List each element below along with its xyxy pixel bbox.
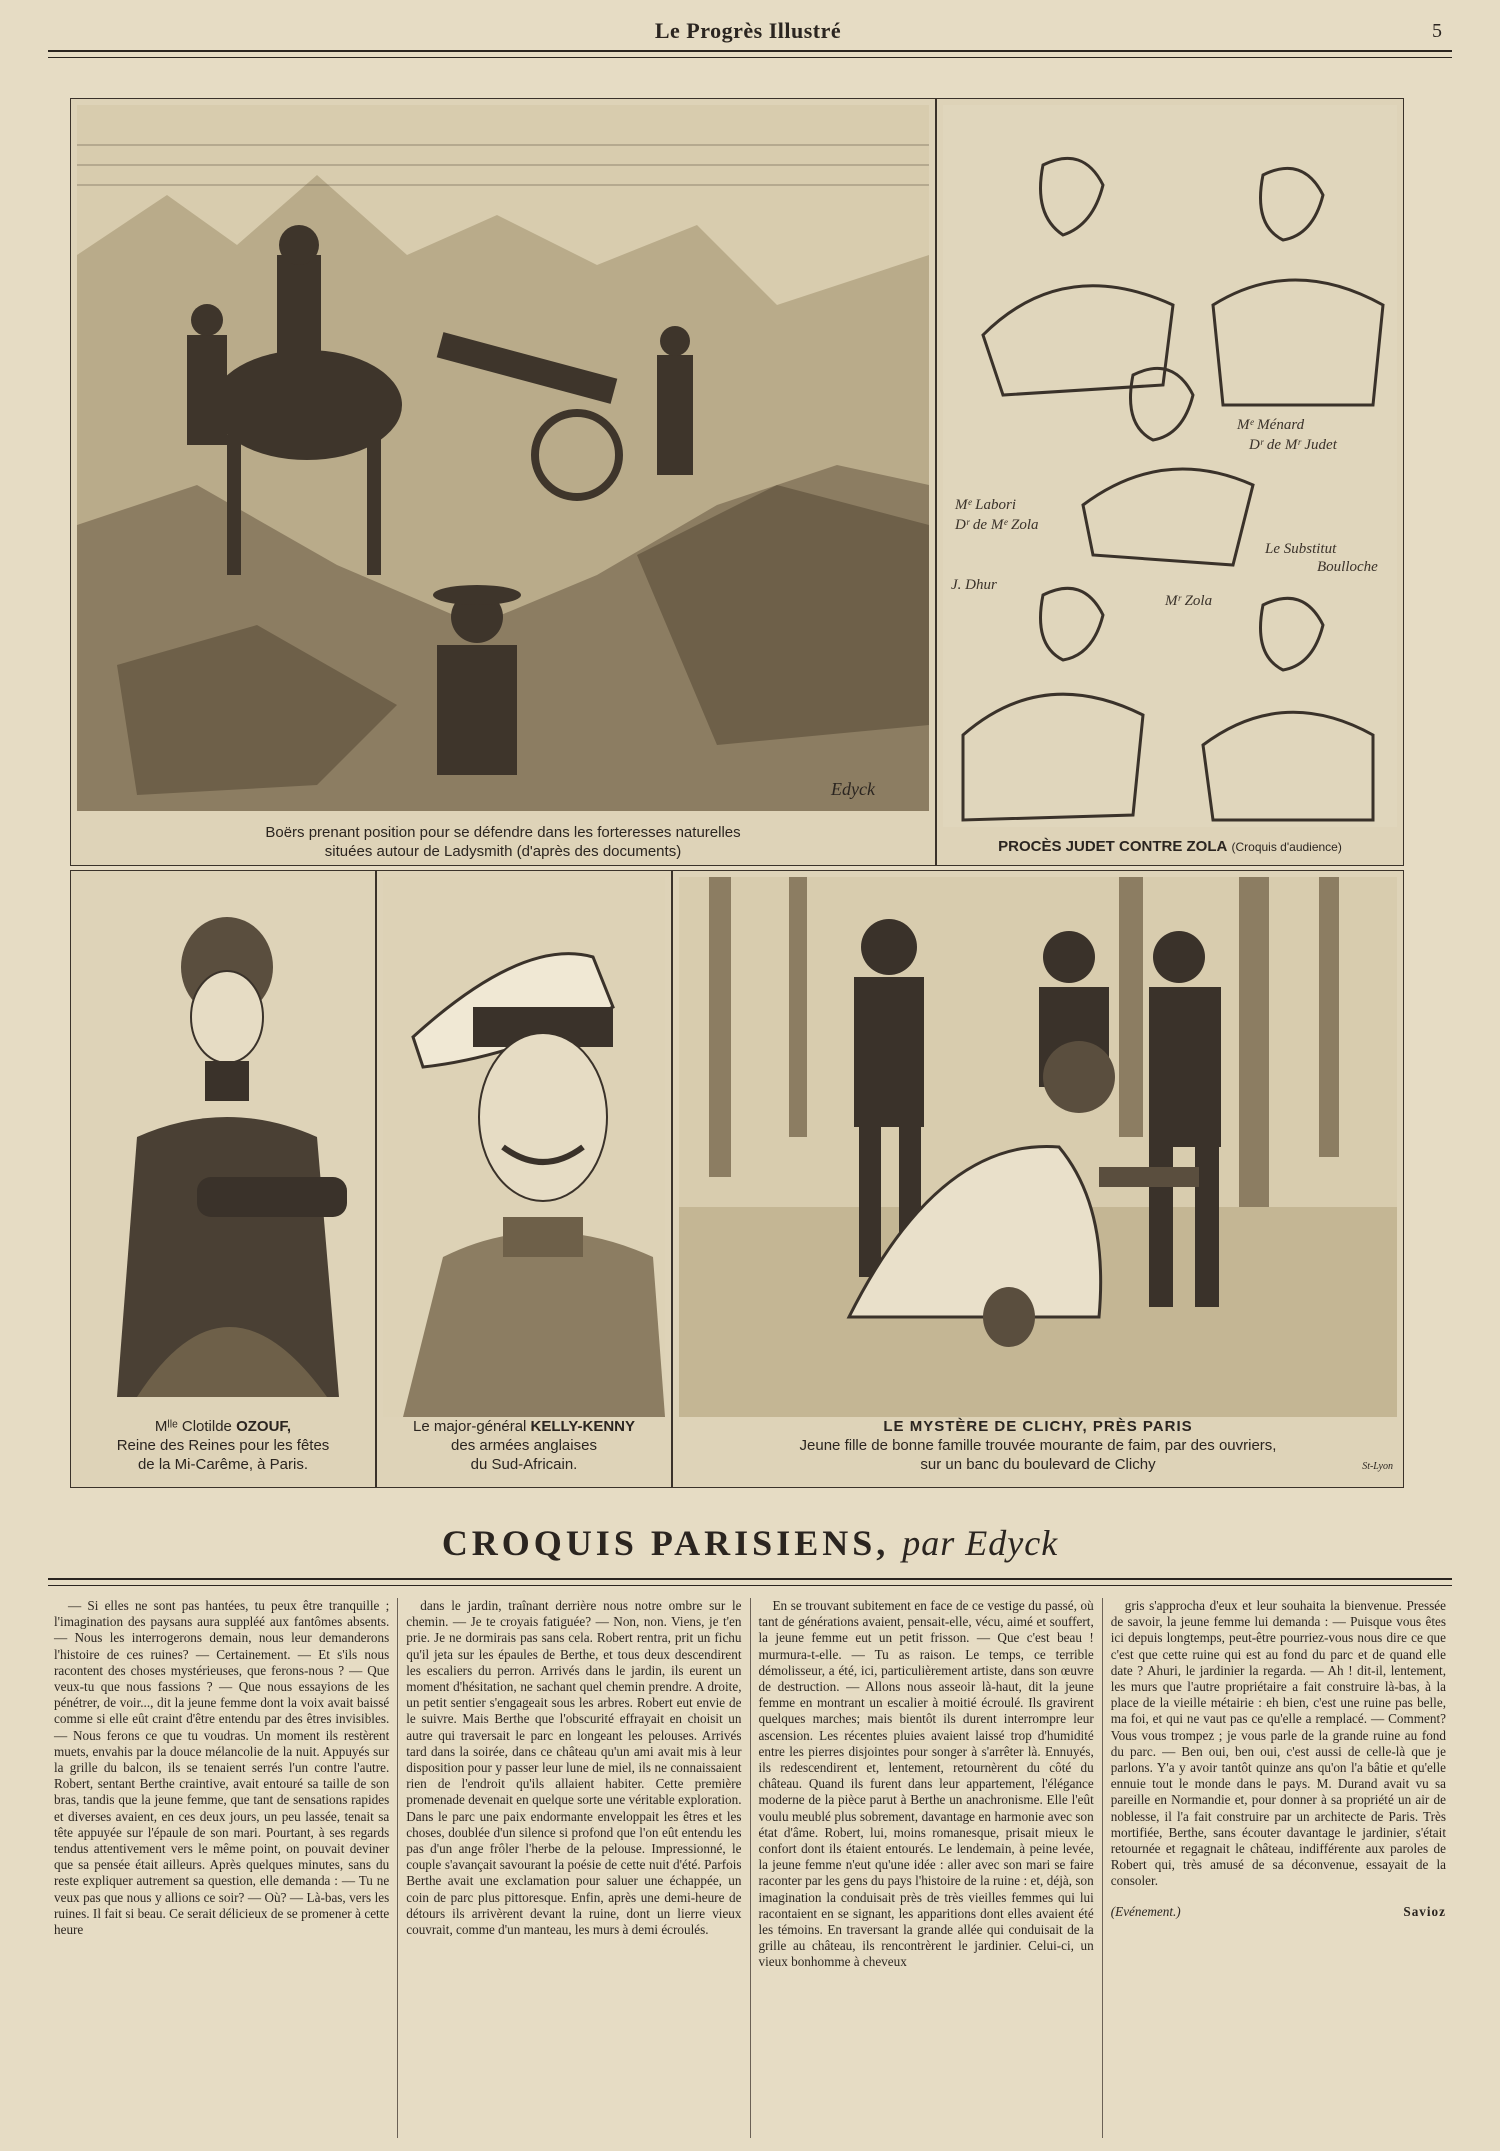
kelly-caption-prefix: Le major-général xyxy=(412,1418,531,1435)
label-substitut: Le Substitut xyxy=(1265,541,1337,557)
label-dhur: J. Dhur xyxy=(951,577,997,593)
zola-caption-sub: (Croquis d'audience) xyxy=(1231,840,1342,854)
boers-caption xyxy=(75,823,931,861)
column-1-text: — Si elles ne sont pas hantées, tu peux être tranquille ; l'imagination des paysans aura suppléé aux fantômes absents. — Nous les interrogerons demain, nous leur demanderons l'histoire de ces ruines? — Certainement. — Et s'ils nous racontent des choses mystérieuses, que ferons-nous ? — Que veux-tu que nous fassions ? — Que nous essayions de les pénétrer, de voir..., dit la jeune femme dont la voix avait baissé comme si elle eût craint d'être entendu par des êtres invisibles. — Nous ferons ce que tu voudras. Un moment ils restèrent muets, envahis par la douce mélancolie de la nuit. Appuyés sur la grille du balcon, ils se tenaient serrés l'un contre l'autre. Robert, sentant Berthe craintive, avait entouré sa taille de son bras, tandis que la jeune femme, que tant de sensations rapides et diverses avaient, en ces deux jours, un peu lassée, tenait sa tête appuyée sur l'épaule de son mari. Pourtant, à ses regards tendus attentivement vers le même point, on pouvait deviner que sa pensée était ailleurs. Après quelques minutes, sans du reste expliquer autrement sa question, elle demanda : — Tu ne veux pas que nous y allions ce soir? — Où? — Là-bas, vers les ruines. Il fait si beau. Ce serait délicieux de se promener à cette heure xyxy=(54,1598,390,1938)
ozouf-portrait xyxy=(77,877,369,1417)
ozouf-caption-line2: Reine des Reines pour les fêtes xyxy=(116,1437,330,1454)
boers-engraving xyxy=(77,105,929,811)
column-4-text: gris s'approcha d'eux et leur souhaita la bienvenue. Pressée de savoir, la jeune femme lui demanda : — Puisque vous êtes ici depuis longtemps, peut-être pourriez-vous nous dire ce que c'est que cette ruine qui est au fond du parc et de quand elle date ? Ahuri, le jardinier la regarda. — Ah ! dit-il, lentement, les murs que l'autre propriétaire a fait construire là-bas, à la place de la vieille métairie : eh bien, c'est une ruine pas belle, ma foi, et qui ne vaut pas ce qu'elle a remplacé. — Comment? Vous vous trompez ; je vous parle de la grande ruine au fond du parc. — Ben oui, ben oui, c'est aussi de celle-là que je parlons. Y'a y avoir tantôt quinze ans qu'on l'a bâtie et qu'elle ennuie tout le monde dans le pays. M. Durand avait vu sa pareille en Normandie et, pour donner à sa propriété un air de noblesse, il l'a fait construire par un architecte de Paris. Très mortifiée, Berthe, sans écouter davantage le jardinier, s'était retournée et regagnait le château, indifférente aux paroles de Robert qui, très amusé de sa déconvenue, essayait de la consoler. xyxy=(1110,1598,1446,1889)
header-rule xyxy=(48,50,1452,58)
label-labori-role: Dʳ de Mᵉ Zola xyxy=(955,517,1039,533)
zola-sketches xyxy=(943,105,1397,827)
engraver-signature: St-Lyon xyxy=(1362,1461,1393,1472)
article-source: (Evénement.) xyxy=(1110,1903,1181,1919)
clichy-caption-title: LE MYSTÈRE DE CLICHY, PRÈS PARIS xyxy=(883,1418,1193,1435)
article-signoff xyxy=(1111,1904,1446,1920)
section-byline: par Edyck xyxy=(902,1523,1059,1563)
illustration-kelly-kenny xyxy=(376,870,672,1488)
label-boulloche: Boulloche xyxy=(1317,559,1378,575)
section-rule xyxy=(48,1578,1452,1586)
ozouf-name: OZOUF, xyxy=(236,1418,292,1435)
ozouf-name-prefix: Mˡˡᵉ Clotilde xyxy=(154,1418,237,1435)
label-menard: Mᵉ Ménard xyxy=(1237,417,1305,433)
ozouf-caption xyxy=(75,1417,371,1474)
page-number: 5 xyxy=(1432,20,1442,42)
illustration-clichy xyxy=(672,870,1404,1488)
article-body xyxy=(46,1598,1454,2138)
illustration-zola-trial xyxy=(936,98,1404,866)
newspaper-title: Le Progrès Illustré xyxy=(654,18,842,43)
article-author: Savioz xyxy=(1403,1903,1446,1919)
zola-caption xyxy=(941,837,1399,857)
article-column-4 xyxy=(1103,1598,1454,2138)
kelly-caption-line2: des armées anglaises xyxy=(451,1437,597,1454)
masthead xyxy=(48,14,1448,54)
label-menard-role: Dʳ de Mʳ Judet xyxy=(1249,437,1337,453)
column-3-text: En se trouvant subitement en face de ce vestige du passé, où tant de générations avaient, pensait-elle, vécu, aimé et souffert, la jeune femme eut un petit frisson. — Que c'est beau ! murmura-t-elle. — Tu as raison. Le temps, ce terrible démolisseur, a été, ici, particulièrement artiste, dans son œuvre de destruction. — Allons nous asseoir là-haut, dit la jeune femme en montrant un escalier à moitié écroulé. Ils gravirent quelques marches; mais bientôt ils durent interrompre leur ascension. Les récentes pluies avaient laissé trop d'humidité entre les pierres disjointes pour songer à s'arrêter là. Ennuyés, ils redescendirent et, lentement, retournèrent du côté du château. Quand ils furent dans leur appartement, l'élégance moderne de la pièce parut à Berthe un anachronisme. Elle l'eût voulu meublé plus sobrement, davantage en harmonie avec son état d'âme. Robert, lui, moins romanesque, prisait mieux le confort dont ils étaient entourés. Le lendemain, à peine levée, la jeune femme n'eut qu'une idée : aller avec son mari se faire raconter par les gens du pays l'histoire de la ruine : et, déjà, son imagination la conduisait près de très vieilles femmes qui lui racontaient en se signant, les apparitions dont elles avaient été les témoins. En traversant la grande allée qui conduisait de la grille au château, ils rencontrèrent le jardinier. Celui-ci, un vieux bonhomme à cheveux xyxy=(758,1598,1094,1970)
section-title xyxy=(48,1522,1452,1564)
column-2-text: dans le jardin, traînant derrière nous notre ombre sur le chemin. — Je te croyais fatiguée? — Non, non. Viens, je t'en prie. Je ne dormirais pas sans cela. Robert rentra, prit un fichu qu'il jeta sur les épaules de Berthe, et tous deux descendirent les escaliers du perron. Arrivés dans le jardin, ils eurent un moment d'hésitation, ne sachant quel chemin prendre. A droite, un petit sentier s'engageait sous les arbres. Robert eut envie de le suivre. Mais Berthe que l'obscurité effrayait en choisit un autre qui traversait le parc en longeant les pelouses. Arrivés tard dans la soirée, dans ce château qu'un ami avait mis à leur disposition pour y passer leur lune de miel, ils ne connaissaient rien de l'endroit qu'ils allaient habiter. Cette première promenade devenait en quelque sorte une véritable exploration. Dans le parc une paix endormante enveloppait les êtres et les choses, doublée d'un silence si profond que l'on eût entendu les pas d'un ange frôler l'herbe de la pelouse. Impressionné, le couple s'avançait savourant la poésie de cette nuit d'été. Parfois Berthe avait une exclamation pour saluer une échappée, un coin de parc plus pittoresque. Enfin, après une demi-heure de détours ils arrivèrent devant la ruine, dont un lierre vieux couvrait, comme d'un manteau, les murs à demi écroulés. xyxy=(406,1598,742,1938)
label-labori: Mᵉ Labori xyxy=(955,497,1017,513)
article-column-1 xyxy=(46,1598,398,2138)
label-zola: Mʳ Zola xyxy=(1165,593,1213,609)
clichy-caption-line2: Jeune fille de bonne famille trouvée mourante de faim, par des ouvriers, xyxy=(799,1437,1277,1454)
kelly-kenny-portrait xyxy=(383,877,665,1417)
article-column-3 xyxy=(751,1598,1103,2138)
engraving-signature: Edyck xyxy=(831,779,875,799)
boers-caption-line2: situées autour de Ladysmith (d'après des documents) xyxy=(324,843,682,860)
illustration-boers xyxy=(70,98,936,866)
zola-caption-main: PROCÈS JUDET CONTRE ZOLA xyxy=(998,838,1228,855)
kelly-caption-line3: du Sud-Africain. xyxy=(470,1456,578,1473)
ozouf-caption-line3: de la Mi-Carême, à Paris. xyxy=(137,1456,309,1473)
article-column-2 xyxy=(398,1598,750,2138)
clichy-engraving xyxy=(679,877,1397,1417)
kelly-caption xyxy=(381,1417,667,1474)
kelly-name: KELLY-KENNY xyxy=(530,1418,636,1435)
section-title-text: CROQUIS PARISIENS, xyxy=(441,1523,890,1563)
illustration-ozouf xyxy=(70,870,376,1488)
boers-caption-line1: Boërs prenant position pour se défendre dans les forteresses naturelles xyxy=(265,824,741,841)
clichy-caption-line3: sur un banc du boulevard de Clichy xyxy=(920,1456,1156,1473)
clichy-caption xyxy=(677,1417,1399,1474)
